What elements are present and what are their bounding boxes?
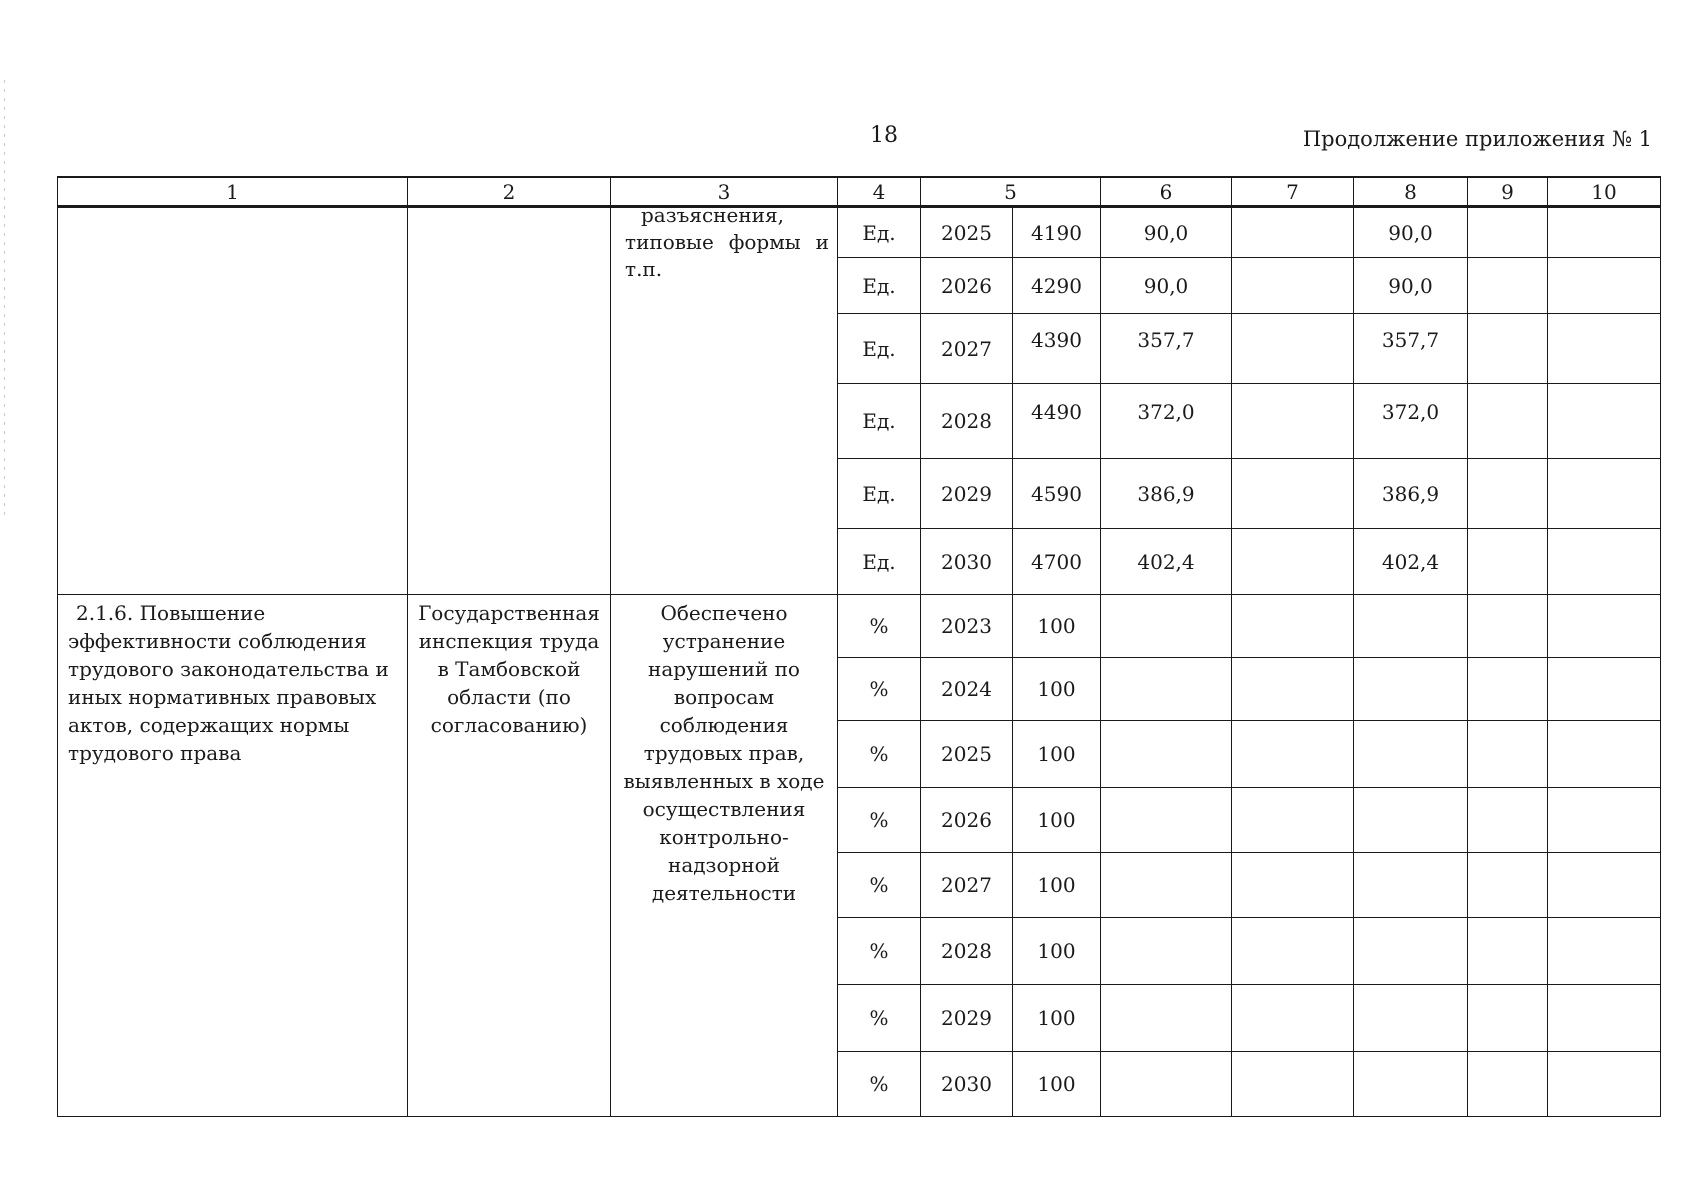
col6-cell: 402,4 bbox=[1101, 529, 1232, 595]
col10-cell bbox=[1548, 721, 1661, 788]
col6-text: 372,0 bbox=[1137, 400, 1195, 424]
col10-cell bbox=[1548, 459, 1661, 529]
result-line: Обеспечено bbox=[660, 601, 788, 625]
value-cell: 100 bbox=[1013, 918, 1101, 985]
col6-cell bbox=[1101, 314, 1232, 384]
col9-cell bbox=[1468, 788, 1548, 853]
col10-cell bbox=[1548, 853, 1661, 918]
year-cell: 2028 bbox=[921, 918, 1013, 985]
col8-cell bbox=[1354, 1052, 1468, 1117]
col8-cell bbox=[1354, 384, 1468, 459]
unit-cell: Ед. bbox=[838, 459, 921, 529]
col9-cell bbox=[1468, 314, 1548, 384]
measure-cell-empty bbox=[58, 207, 408, 595]
col9-cell bbox=[1468, 595, 1548, 658]
col9-cell bbox=[1468, 985, 1548, 1052]
year-cell: 2030 bbox=[921, 529, 1013, 595]
col-header-4: 4 bbox=[838, 177, 921, 207]
unit-cell: % bbox=[838, 853, 921, 918]
col6-cell bbox=[1101, 918, 1232, 985]
col8-cell: 90,0 bbox=[1354, 207, 1468, 258]
result-line: выявленных в ходе bbox=[623, 769, 825, 793]
col10-cell bbox=[1548, 788, 1661, 853]
col-header-1: 1 bbox=[58, 177, 408, 207]
col10-cell bbox=[1548, 207, 1661, 258]
unit-cell: Ед. bbox=[838, 314, 921, 384]
column-number-row bbox=[58, 177, 1661, 207]
col6-cell bbox=[1101, 1052, 1232, 1117]
value-cell: 4290 bbox=[1013, 258, 1101, 314]
result-line: устранение bbox=[662, 629, 786, 653]
executor-line: согласованию) bbox=[430, 713, 588, 737]
col6-cell bbox=[1101, 658, 1232, 721]
col9-cell bbox=[1468, 853, 1548, 918]
col9-cell bbox=[1468, 918, 1548, 985]
col8-cell: 90,0 bbox=[1354, 258, 1468, 314]
col7-cell bbox=[1232, 788, 1354, 853]
col6-cell: 386,9 bbox=[1101, 459, 1232, 529]
col-header-9: 9 bbox=[1468, 177, 1548, 207]
value-cell: 100 bbox=[1013, 985, 1101, 1052]
col7-cell bbox=[1232, 1052, 1354, 1117]
col7-cell bbox=[1232, 258, 1354, 314]
col7-cell bbox=[1232, 721, 1354, 788]
col6-cell bbox=[1101, 721, 1232, 788]
col8-text: 357,7 bbox=[1381, 327, 1440, 352]
result-line: типовые формы и bbox=[625, 230, 829, 254]
page-number: 18 bbox=[870, 123, 898, 148]
measure-line: иных нормативных правовых bbox=[68, 685, 377, 709]
unit-cell: Ед. bbox=[838, 529, 921, 595]
result-line: деятельности bbox=[651, 881, 797, 905]
measure-line: трудового законодательства и bbox=[68, 657, 389, 681]
col9-cell bbox=[1468, 529, 1548, 595]
value-cell: 4190 bbox=[1013, 207, 1101, 258]
year-cell: 2026 bbox=[921, 258, 1013, 314]
col7-cell bbox=[1232, 459, 1354, 529]
result-line: нарушений по bbox=[648, 657, 800, 681]
result-line: соблюдения bbox=[659, 713, 789, 737]
col6-cell: 90,0 bbox=[1101, 207, 1232, 258]
col8-cell: 402,4 bbox=[1354, 529, 1468, 595]
col9-cell bbox=[1468, 258, 1548, 314]
unit-cell: Ед. bbox=[838, 207, 921, 258]
col8-cell: 386,9 bbox=[1354, 459, 1468, 529]
col10-cell bbox=[1548, 1052, 1661, 1117]
col7-cell bbox=[1232, 918, 1354, 985]
col8-text: 372,0 bbox=[1381, 400, 1440, 424]
measure-line: актов, содержащих нормы bbox=[68, 713, 350, 737]
col10-cell bbox=[1548, 918, 1661, 985]
executor-line: инспекция труда bbox=[418, 629, 600, 653]
col-header-6: 6 bbox=[1101, 177, 1232, 207]
col9-cell bbox=[1468, 721, 1548, 788]
unit-cell: % bbox=[838, 721, 921, 788]
col-header-7: 7 bbox=[1232, 177, 1354, 207]
col9-cell bbox=[1468, 207, 1548, 258]
result-line: т.п. bbox=[625, 257, 663, 281]
unit-cell: % bbox=[838, 918, 921, 985]
value-cell: 100 bbox=[1013, 853, 1101, 918]
col10-cell bbox=[1548, 384, 1661, 459]
col7-cell bbox=[1232, 384, 1354, 459]
unit-cell: Ед. bbox=[838, 258, 921, 314]
unit-cell: % bbox=[838, 658, 921, 721]
col6-text: 357,7 bbox=[1137, 327, 1195, 352]
col7-cell bbox=[1232, 529, 1354, 595]
col8-cell bbox=[1354, 721, 1468, 788]
result-cell-continued bbox=[611, 203, 838, 595]
result-cell bbox=[611, 595, 838, 1117]
value-cell: 100 bbox=[1013, 658, 1101, 721]
value-cell: 100 bbox=[1013, 788, 1101, 853]
measure-name-cell bbox=[58, 595, 408, 1117]
year-cell: 2030 bbox=[921, 1052, 1013, 1117]
col8-cell bbox=[1354, 314, 1468, 384]
col10-cell bbox=[1548, 985, 1661, 1052]
col7-cell bbox=[1232, 658, 1354, 721]
value-cell: 100 bbox=[1013, 1052, 1101, 1117]
value-cell: 4590 bbox=[1013, 459, 1101, 529]
value-text: 4490 bbox=[1031, 400, 1082, 424]
col10-cell bbox=[1548, 314, 1661, 384]
col9-cell bbox=[1468, 459, 1548, 529]
col-header-2: 2 bbox=[408, 177, 611, 207]
col-header-5: 5 bbox=[921, 177, 1101, 207]
col7-cell bbox=[1232, 207, 1354, 258]
col10-cell bbox=[1548, 258, 1661, 314]
value-cell: 4700 bbox=[1013, 529, 1101, 595]
value-cell: 100 bbox=[1013, 721, 1101, 788]
executor-cell bbox=[408, 595, 611, 1117]
year-cell: 2028 bbox=[921, 384, 1013, 459]
value-cell: 100 bbox=[1013, 595, 1101, 658]
result-line: трудовых прав, bbox=[643, 741, 805, 765]
col8-cell bbox=[1354, 658, 1468, 721]
result-line: контрольно- bbox=[659, 825, 789, 849]
col8-cell bbox=[1354, 788, 1468, 853]
year-cell: 2027 bbox=[921, 853, 1013, 918]
col6-cell bbox=[1101, 384, 1232, 459]
col6-cell bbox=[1101, 985, 1232, 1052]
col7-cell bbox=[1232, 595, 1354, 658]
value-text: 4390 bbox=[1031, 327, 1082, 352]
col7-cell bbox=[1232, 985, 1354, 1052]
col6-cell bbox=[1101, 595, 1232, 658]
unit-cell: % bbox=[838, 985, 921, 1052]
col9-cell bbox=[1468, 1052, 1548, 1117]
unit-cell: % bbox=[838, 1052, 921, 1117]
col6-cell bbox=[1101, 853, 1232, 918]
year-cell: 2023 bbox=[921, 595, 1013, 658]
measure-line: 2.1.6. Повышение bbox=[76, 601, 266, 625]
year-cell: 2027 bbox=[921, 314, 1013, 384]
year-cell: 2025 bbox=[921, 207, 1013, 258]
year-cell: 2024 bbox=[921, 658, 1013, 721]
table-row bbox=[58, 207, 1661, 258]
result-line: вопросам bbox=[673, 685, 775, 709]
result-line: осуществления bbox=[642, 797, 806, 821]
col10-cell bbox=[1548, 658, 1661, 721]
continuation-label: Продолжение приложения № 1 bbox=[1302, 127, 1652, 151]
col7-cell bbox=[1232, 314, 1354, 384]
col6-cell: 90,0 bbox=[1101, 258, 1232, 314]
year-cell: 2029 bbox=[921, 459, 1013, 529]
measure-line: трудового права bbox=[68, 741, 242, 765]
executor-line: области (по bbox=[447, 685, 571, 709]
year-cell: 2026 bbox=[921, 788, 1013, 853]
year-cell: 2029 bbox=[921, 985, 1013, 1052]
unit-cell: % bbox=[838, 595, 921, 658]
unit-cell: % bbox=[838, 788, 921, 853]
measure-line: эффективности соблюдения bbox=[68, 629, 367, 653]
col-header-10: 10 bbox=[1548, 177, 1661, 207]
col8-cell bbox=[1354, 595, 1468, 658]
executor-line: Государственная bbox=[418, 601, 600, 625]
table-row bbox=[58, 595, 1661, 658]
year-cell: 2025 bbox=[921, 721, 1013, 788]
col8-cell bbox=[1354, 918, 1468, 985]
col8-cell bbox=[1354, 853, 1468, 918]
col-header-3: 3 bbox=[611, 177, 838, 207]
scan-edge-mark bbox=[4, 80, 5, 520]
col6-cell bbox=[1101, 788, 1232, 853]
col8-cell bbox=[1354, 985, 1468, 1052]
value-cell bbox=[1013, 384, 1101, 459]
unit-cell: Ед. bbox=[838, 384, 921, 459]
col10-cell bbox=[1548, 529, 1661, 595]
col9-cell bbox=[1468, 658, 1548, 721]
result-line: надзорной bbox=[667, 853, 781, 877]
appendix-table bbox=[57, 176, 1661, 1117]
col7-cell bbox=[1232, 853, 1354, 918]
col10-cell bbox=[1548, 595, 1661, 658]
result-line: разъяснения, bbox=[641, 203, 784, 227]
col9-cell bbox=[1468, 384, 1548, 459]
executor-cell-empty bbox=[408, 207, 611, 595]
col-header-8: 8 bbox=[1354, 177, 1468, 207]
value-cell bbox=[1013, 314, 1101, 384]
executor-line: в Тамбовской bbox=[437, 657, 581, 681]
